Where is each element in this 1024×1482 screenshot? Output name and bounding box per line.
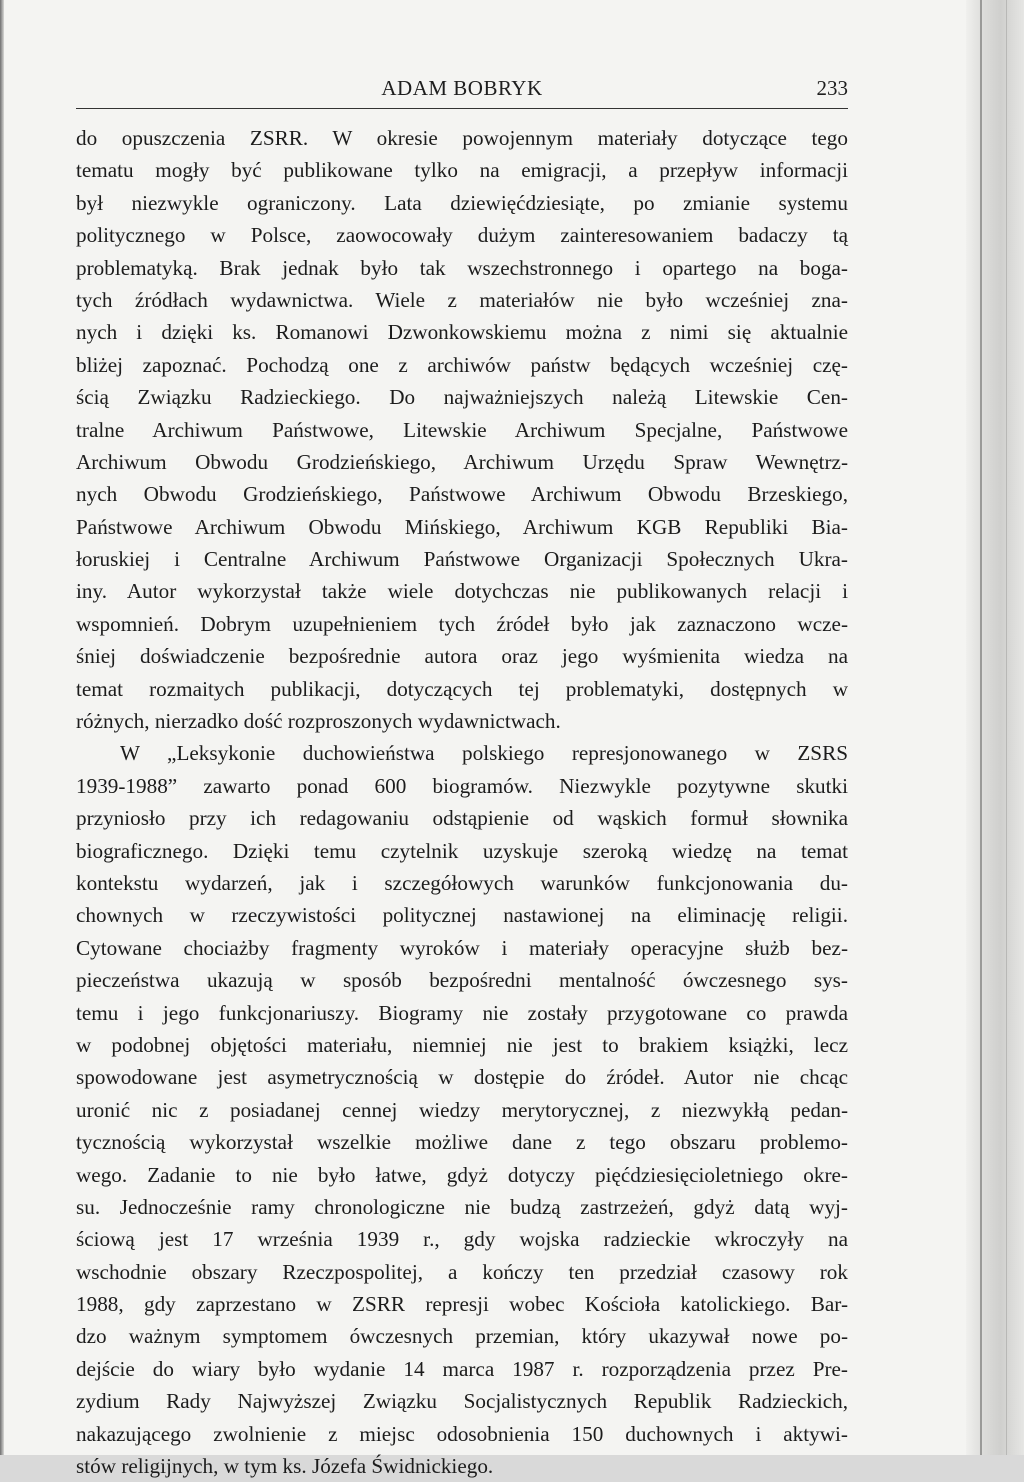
text-line: ścią Związku Radzieckiego. Do najważniejszych należą Litewskie Cen-: [76, 385, 848, 410]
text-line: spowodowane jest asymetrycznością w dostępie do źródeł. Autor nie chcąc: [76, 1065, 848, 1090]
running-head-author: ADAM BOBRYK: [381, 76, 543, 100]
text-line: tycznością wykorzystał wszelkie możliwe dane z tego obszaru problemo-: [76, 1130, 848, 1155]
text-line: su. Jednocześnie ramy chronologiczne nie budzą zastrzeżeń, gdyż datą wyj-: [76, 1194, 848, 1219]
text-line: temu i jego funkcjonariuszy. Biogramy nie zostały przygotowane co prawda: [76, 1000, 848, 1025]
text-line: przyniosło przy ich redagowaniu odstąpienie od wąskich formuł słownika: [76, 806, 848, 831]
text-line: politycznego w Polsce, zaowocowały dużym zainteresowaniem badaczy tą: [76, 223, 848, 248]
text-line: wego. Zadanie to nie było łatwe, gdyż dotyczy pięćdziesięcioletniego okre-: [76, 1162, 848, 1187]
text-line: biograficznego. Dzięki temu czytelnik uzyskuje szeroką wiedzę na temat: [76, 838, 848, 863]
text-line: Archiwum Obwodu Grodzieńskiego, Archiwum Urzędu Spraw Wewnętrz-: [76, 449, 848, 474]
text-line: wschodnie obszary Rzeczpospolitej, a kończy ten przedział czasowy rok: [76, 1259, 848, 1284]
book-spine-edge: [966, 0, 1024, 1455]
page-number: 233: [816, 76, 848, 100]
text-line: 1988, gdy zaprzestano w ZSRR represji wobec Kościoła katolickiego. Bar-: [76, 1292, 848, 1317]
text-line: kontekstu wydarzeń, jak i szczegółowych warunków funkcjonowania du-: [76, 870, 848, 895]
header-rule: [76, 108, 848, 109]
text-line: uronić nic z posiadanej cennej wiedzy merytorycznej, z niezwykłą pedan-: [76, 1097, 848, 1122]
text-line: był niezwykle ograniczony. Lata dziewięćdziesiąte, po zmianie systemu: [76, 190, 848, 215]
text-line: ściową jest 17 września 1939 r., gdy wojska radzieckie wkroczyły na: [76, 1227, 848, 1252]
text-line: nych Obwodu Grodzieńskiego, Państwowe Archiwum Obwodu Brzeskiego,: [76, 482, 848, 507]
text-line: tralne Archiwum Państwowe, Litewskie Archiwum Specjalne, Państwowe: [76, 417, 848, 442]
text-line: dejście do wiary było wydanie 14 marca 1987 r. rozporządzenia przez Pre-: [76, 1356, 848, 1381]
paragraph-end-line: różnych, nierzadko dość rozproszonych wydawnictwach.: [76, 709, 561, 734]
text-line: iny. Autor wykorzystał także wiele dotychczas nie publikowanych relacji i: [76, 579, 848, 604]
text-line: śniej doświadczenie bezpośrednie autora oraz jego wyśmienita wiedza na: [76, 644, 848, 669]
page-left-shadow: [0, 0, 4, 1455]
text-line: Państwowe Archiwum Obwodu Mińskiego, Archiwum KGB Republiki Bia-: [76, 514, 848, 539]
paragraph-start-line: W „Leksykonie duchowieństwa polskiego represjonowanego w ZSRS: [120, 741, 848, 766]
text-line: nakazującego zwolnienie z miejsc odosobnienia 150 duchownych i aktywi-: [76, 1421, 848, 1446]
text-line: temat rozmaitych publikacji, dotyczących tej problematyki, dostępnych w: [76, 676, 848, 701]
text-line: problematyką. Brak jednak było tak wszechstronnego i opartego na boga-: [76, 255, 848, 280]
text-line: tematu mogły być publikowane tylko na emigracji, a przepływ informacji: [76, 158, 848, 183]
text-line: łoruskiej i Centralne Archiwum Państwowe Organizacji Społecznych Ukra-: [76, 547, 848, 572]
text-line: chownych w rzeczywistości politycznej nastawionej na eliminację religii.: [76, 903, 848, 928]
text-line: do opuszczenia ZSRR. W okresie powojennym materiały dotyczące tego: [76, 126, 848, 150]
text-line: pieczeństwa ukazują w sposób bezpośredni mentalność ówczesnego sys-: [76, 968, 848, 993]
text-line: tych źródłach wydawnictwa. Wiele z materiałów nie było wcześniej zna-: [76, 287, 848, 312]
paragraph-end-line: stów religijnych, w tym ks. Józefa Świdnickiego.: [76, 1454, 494, 1479]
text-line: dzo ważnym symptomem ówczesnych przemian, który ukazywał nowe po-: [76, 1324, 848, 1349]
body-text: [76, 122, 848, 1482]
text-line: zydium Rady Najwyższej Związku Socjalistycznych Republik Radzieckich,: [76, 1389, 848, 1414]
running-head: [76, 76, 848, 102]
text-line: nych i dzięki ks. Romanowi Dzwonkowskiemu można z nimi się aktualnie: [76, 320, 848, 345]
text-line: wspomnień. Dobrym uzupełnieniem tych źródeł było jak zaznaczono wcze-: [76, 611, 848, 636]
text-line: w podobnej objętości materiału, niemniej nie jest to brakiem książki, lecz: [76, 1032, 848, 1057]
text-line: 1939-1988” zawarto ponad 600 biogramów. Niezwykle pozytywne skutki: [76, 773, 848, 798]
text-line: bliżej zapoznać. Pochodzą one z archiwów państw będących wcześniej czę-: [76, 352, 848, 377]
text-line: Cytowane chociażby fragmenty wyroków i materiały operacyjne służb bez-: [76, 935, 848, 960]
